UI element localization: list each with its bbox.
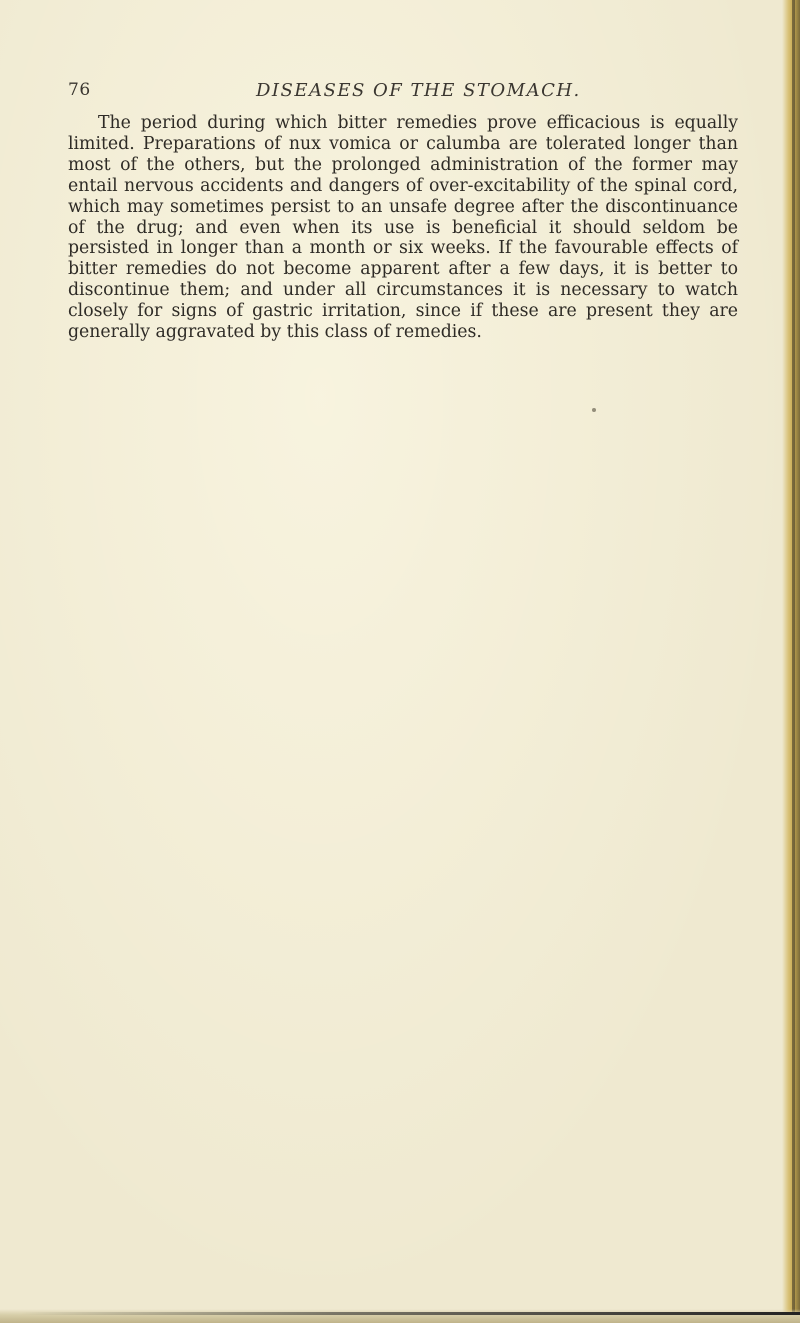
page-binding-shadow [792, 0, 795, 1323]
running-title: DISEASES OF THE STOMACH. [256, 80, 581, 101]
page-bottom-shadow [20, 1312, 800, 1315]
page-right-edge [782, 0, 800, 1323]
paper-speck [592, 408, 596, 412]
body-paragraph: The period during which bitter remedies prove efficacious is equally limited. Preparations of nux vomica or calumba are tolerated longer than most of the others, but the prolonged administration of the former may entail nervous accidents and dangers of over-excitability of the spinal cord, which may sometimes persist to an unsafe degree after the discontinuance of the drug; and even when its use is beneficial it should seldom be persisted in longer than a month or six weeks. If the favourable effects of bitter remedies do not become apparent after a few days, it is better to discontinue them; and under all circumstances it is necessary to watch closely for signs of gastric irritation, since if these are present they are generally aggravated by this class of remedies. [68, 113, 738, 343]
page-header [68, 80, 748, 110]
page-number: 76 [68, 80, 91, 100]
